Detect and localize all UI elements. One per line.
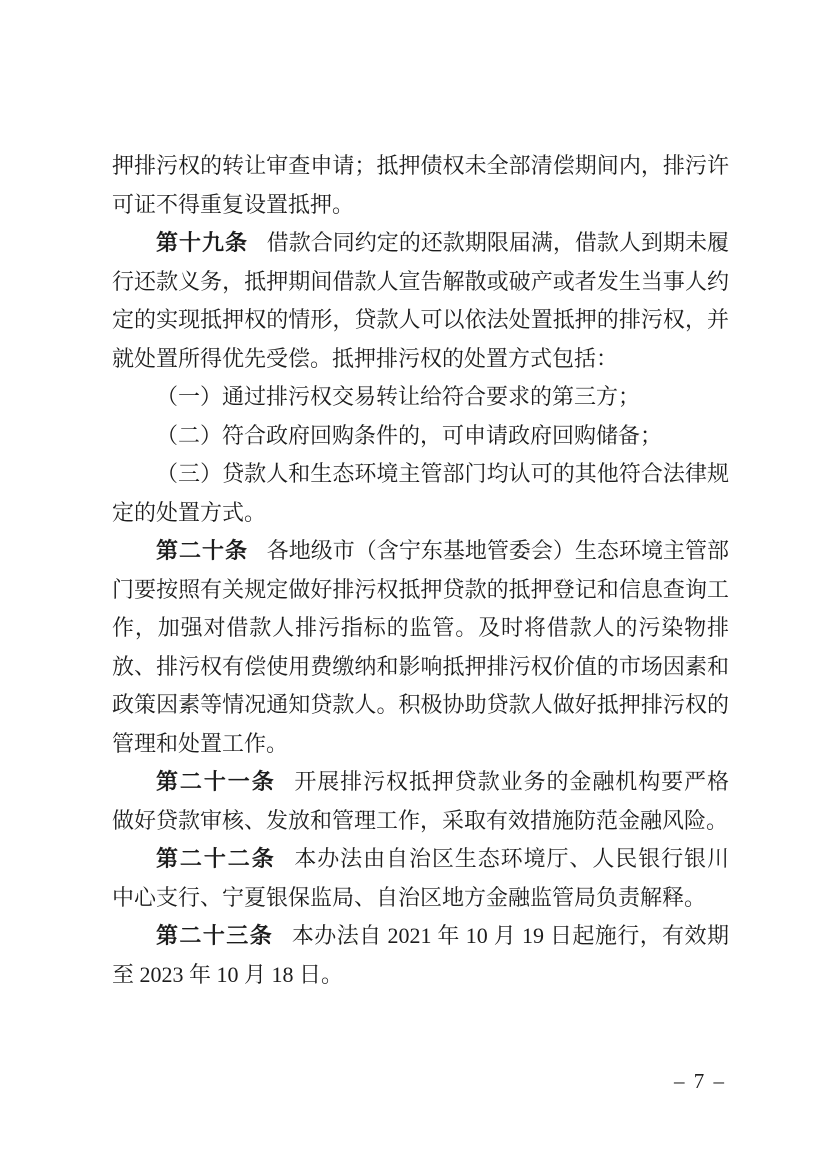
paragraph-text: 借款合同约定的还款期限届满，借款人到期未履行还款义务，抵押期间借款人宣告解散或破产或者发生当事人约定的实现抵押权的情形，贷款人可以依法处置抵押的排污权，并就处置所得优先受偿。抵押排污权的处置方式包括： [112,230,729,371]
paragraph-text: 各地级市（含宁东基地管委会）生态环境主管部门要按照有关规定做好排污权抵押贷款的抵押登记和信息查询工作，加强对借款人排污指标的监管。及时将借款人的污染物排放、排污权有偿使用费缴纳和影响抵押排污权价值的市场因素和政策因素等情况通知贷款人。积极协助贷款人做好抵押排污权的管理和处置工作。 [112,538,729,756]
paragraph-text: 本办法自 2021 年 10 月 19 日起施行，有效期至 2023 年 10 月 18 日。 [112,923,729,987]
article-number: 第十九条 [156,230,249,255]
paragraph [112,455,729,532]
article-number: 第二十二条 [156,846,276,871]
article-number: 第二十一条 [156,769,276,794]
paragraph-text: 本办法由自治区生态环境厅、人民银行银川中心支行、宁夏银保监局、自治区地方金融监管局负责解释。 [112,846,729,910]
paragraph [112,147,729,224]
paragraph [112,840,729,917]
article-number: 第二十三条 [156,923,274,948]
paragraph [112,224,729,378]
document-body [112,147,729,994]
paragraph-text: （三）贷款人和生态环境主管部门均认可的其他符合法律规定的处置方式。 [112,461,729,525]
page-number: – 7 – [674,1069,726,1093]
paragraph [112,763,729,840]
paragraph-text: 开展排污权抵押贷款业务的金融机构要严格做好贷款审核、发放和管理工作，采取有效措施防范金融风险。 [112,769,729,833]
paragraph-text: 押排污权的转让审查申请；抵押债权未全部清偿期间内，排污许可证不得重复设置抵押。 [112,153,729,217]
article-number: 第二十条 [156,538,249,563]
paragraph [112,917,729,994]
paragraph [112,532,729,763]
paragraph-text: （一）通过排污权交易转让给符合要求的第三方； [156,384,641,409]
paragraph-text: （二）符合政府回购条件的，可申请政府回购储备； [156,422,663,448]
paragraph [112,378,729,417]
paragraph [112,417,729,456]
